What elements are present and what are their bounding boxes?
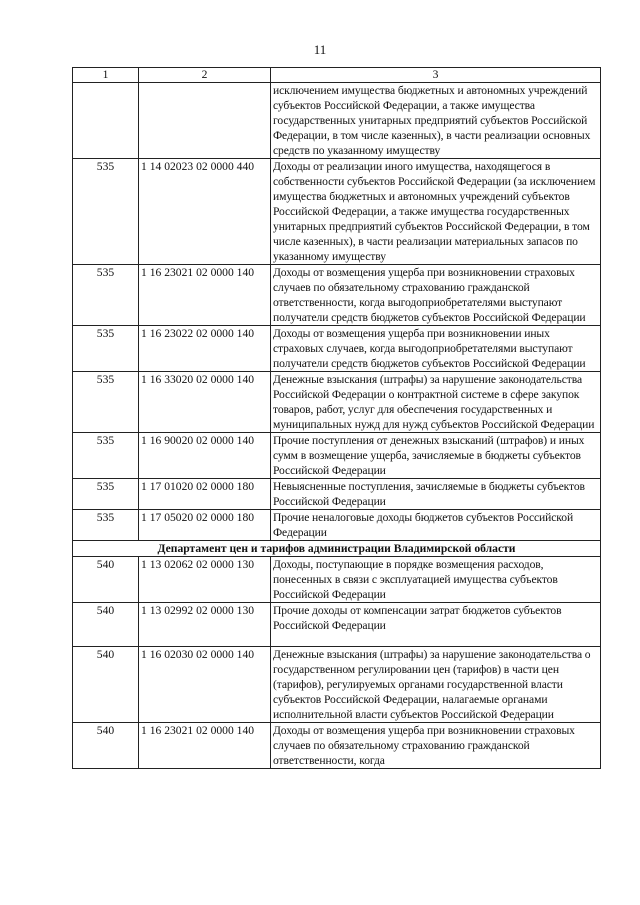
budget-code-cell: 1 16 23022 02 0000 140 — [139, 326, 271, 372]
table-row — [73, 265, 601, 326]
table-row — [73, 372, 601, 433]
description-cell: Доходы от возмещения ущерба при возникновении страховых случаев по обязательному страхованию гражданской ответственности, когда выгодоприобретателями выступают получатели средств бюджетов субъектов Российской Федерации — [271, 265, 601, 326]
description-cell: Прочие доходы от компенсации затрат бюджетов субъектов Российской Федерации — [271, 603, 601, 647]
description-cell: Денежные взыскания (штрафы) за нарушение законодательства о государственном регулировании цен (тарифов) в части цен (тарифов), регулируемых органами государственной власти субъектов Российской Федерации, налагаемые органами исполнительной власти субъектов Российской Федерации — [271, 647, 601, 723]
column-header: 3 — [271, 68, 601, 83]
budget-code-cell: 1 16 02030 02 0000 140 — [139, 647, 271, 723]
budget-code-cell — [139, 83, 271, 159]
table-row — [73, 83, 601, 159]
description-cell: Доходы от возмещения ущерба при возникновении страховых случаев по обязательному страхованию гражданской ответственности, когда — [271, 723, 601, 769]
table-row — [73, 723, 601, 769]
admin-code-cell: 535 — [73, 433, 139, 479]
budget-code-cell: 1 13 02062 02 0000 130 — [139, 557, 271, 603]
column-header: 2 — [139, 68, 271, 83]
budget-code-cell: 1 16 33020 02 0000 140 — [139, 372, 271, 433]
table-row — [73, 603, 601, 647]
table-row — [73, 557, 601, 603]
admin-code-cell: 535 — [73, 372, 139, 433]
table-row — [73, 326, 601, 372]
section-title: Департамент цен и тарифов администрации Владимирской области — [73, 541, 601, 557]
page-number: 11 — [313, 42, 327, 57]
budget-code-cell: 1 13 02992 02 0000 130 — [139, 603, 271, 647]
admin-code-cell: 535 — [73, 265, 139, 326]
table-row — [73, 510, 601, 541]
budget-code-cell: 1 16 90020 02 0000 140 — [139, 433, 271, 479]
description-cell: Прочие поступления от денежных взысканий (штрафов) и иных сумм в возмещение ущерба, зачисляемые в бюджеты субъектов Российской Федерации — [271, 433, 601, 479]
table-header-row — [73, 68, 601, 83]
table-row — [73, 647, 601, 723]
description-cell: Прочие неналоговые доходы бюджетов субъектов Российской Федерации — [271, 510, 601, 541]
admin-code-cell — [73, 83, 139, 159]
table-row — [73, 433, 601, 479]
table-row — [73, 159, 601, 265]
budget-code-cell: 1 17 05020 02 0000 180 — [139, 510, 271, 541]
admin-code-cell: 540 — [73, 647, 139, 723]
section-row — [73, 541, 601, 557]
description-cell: Доходы от возмещения ущерба при возникновении иных страховых случаев, когда выгодоприобретателями выступают получатели средств бюджетов субъектов Российской Федерации — [271, 326, 601, 372]
description-cell: Доходы, поступающие в порядке возмещения расходов, понесенных в связи с эксплуатацией имущества субъектов Российской Федерации — [271, 557, 601, 603]
description-cell: Невыясненные поступления, зачисляемые в бюджеты субъектов Российской Федерации — [271, 479, 601, 510]
income-codes-table — [72, 67, 601, 769]
table-row — [73, 479, 601, 510]
admin-code-cell: 535 — [73, 479, 139, 510]
budget-code-cell: 1 14 02023 02 0000 440 — [139, 159, 271, 265]
admin-code-cell: 535 — [73, 159, 139, 265]
admin-code-cell: 535 — [73, 326, 139, 372]
admin-code-cell: 540 — [73, 603, 139, 647]
budget-code-cell: 1 16 23021 02 0000 140 — [139, 265, 271, 326]
budget-code-cell: 1 17 01020 02 0000 180 — [139, 479, 271, 510]
admin-code-cell: 535 — [73, 510, 139, 541]
admin-code-cell: 540 — [73, 557, 139, 603]
budget-code-cell: 1 16 23021 02 0000 140 — [139, 723, 271, 769]
column-header: 1 — [73, 68, 139, 83]
description-cell: Денежные взыскания (штрафы) за нарушение законодательства Российской Федерации о контрактной системе в сфере закупок товаров, работ, услуг для обеспечения государственных и муниципальных нужд для нужд субъектов Российской Федерации — [271, 372, 601, 433]
description-cell: исключением имущества бюджетных и автономных учреждений субъектов Российской Федерации, а также имущества государственных унитарных предприятий субъектов Российской Федерации, в том числе казенных), в части реализации основных средств по указанному имуществу — [271, 83, 601, 159]
description-cell: Доходы от реализации иного имущества, находящегося в собственности субъектов Российской Федерации (за исключением имущества бюджетных и автономных учреждений субъектов Российской Федерации, а также имущества государственных унитарных предприятий субъектов Российской Федерации, в том числе казенных), в части реализации материальных запасов по указанному имуществу — [271, 159, 601, 265]
admin-code-cell: 540 — [73, 723, 139, 769]
